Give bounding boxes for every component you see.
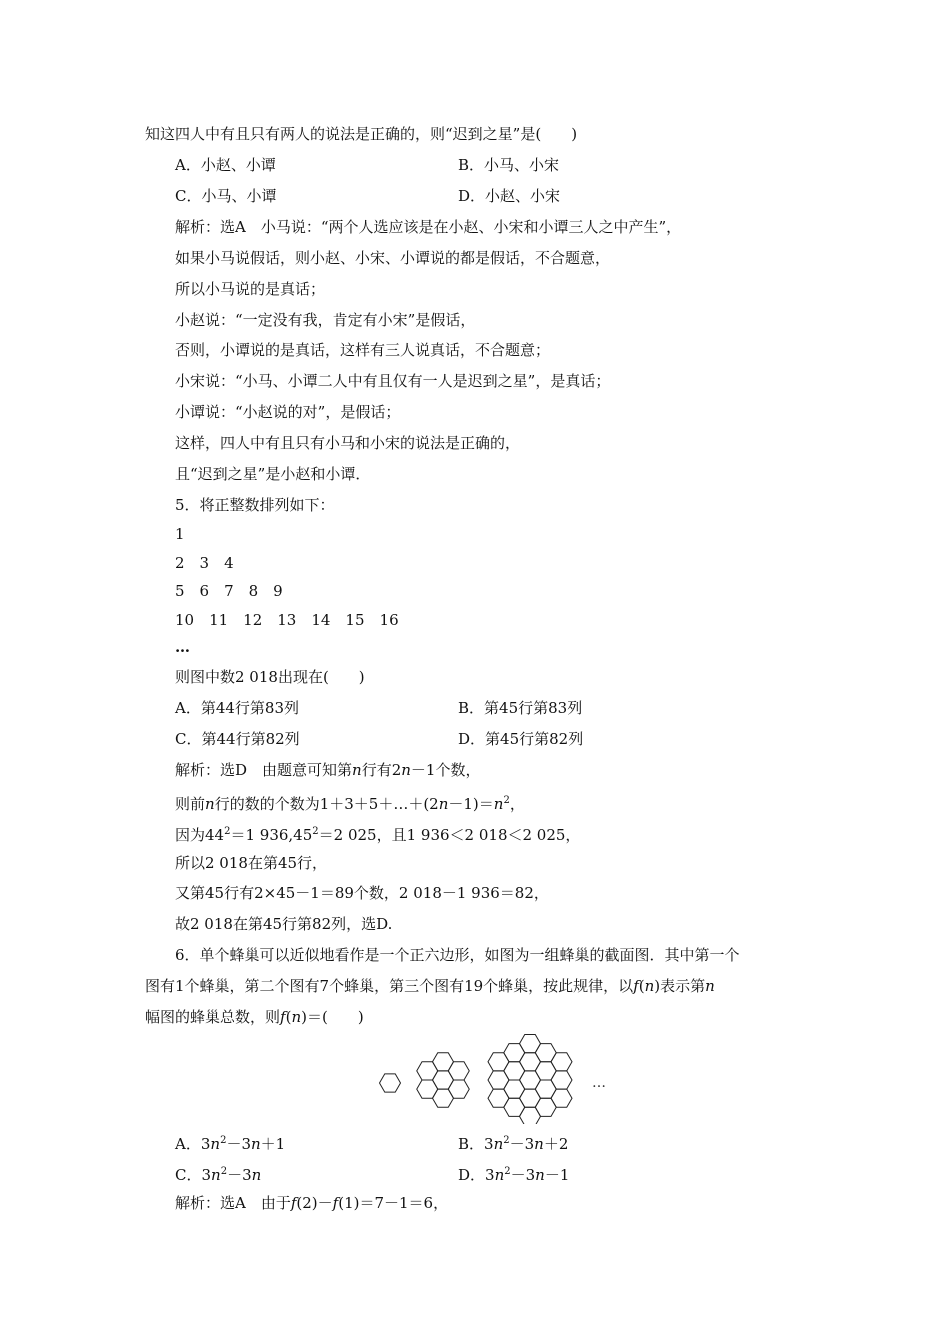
var-f: f <box>332 1194 339 1212</box>
var-n: n <box>534 1135 544 1153</box>
text: ＋2 <box>543 1135 569 1153</box>
var-n: n <box>250 1135 261 1153</box>
q5-analysis-line: 故2 018在第45行第82列，选D. <box>175 915 393 933</box>
q4-analysis-line: 解析：选A 小马说：“两个人选应该是在小赵、小宋和小谭三人之中产生”， <box>175 218 682 236</box>
q6-stem-line: 幅图的蜂巢总数，则f(n)＝( ) <box>145 1008 364 1026</box>
q4-option-c: C．小马、小谭 <box>175 187 277 205</box>
q4-option-a: A．小赵、小谭 <box>175 156 276 174</box>
exponent: 2 <box>503 1135 510 1146</box>
text: (2)－ <box>296 1194 333 1212</box>
var-f: f <box>290 1194 297 1212</box>
text: －1)＝ <box>448 795 494 813</box>
q5-stem: 5．将正整数排列如下： <box>175 496 335 514</box>
text: 表示第 <box>660 977 706 995</box>
text: 则前 <box>175 795 206 813</box>
text: C．3 <box>175 1166 212 1184</box>
var-n: n <box>644 977 655 995</box>
text: 解析：选A 由于 <box>175 1194 291 1212</box>
q4-analysis-line: 小赵说：“一定没有我，肯定有小宋”是假话， <box>175 311 476 329</box>
var-f: f <box>633 977 639 995</box>
q6-analysis-line <box>175 1193 448 1213</box>
q4-analysis-line: 小宋说：“小马、小谭二人中有且仅有一人是迟到之星”，是真话； <box>175 372 611 390</box>
q5-option-c: C．第44行第82列 <box>175 730 300 748</box>
text: D．3 <box>458 1166 495 1184</box>
exponent: 2 <box>220 1166 228 1177</box>
exponent: 2 <box>224 826 231 837</box>
var-n: n <box>705 977 715 995</box>
honeycomb-figure <box>370 1024 630 1124</box>
q4-stem-continuation: 知这四人中有且只有两人的说法是正确的，则“迟到之星”是( ) <box>145 125 578 143</box>
text: ， <box>509 795 525 813</box>
q6-stem-line: 6．单个蜂巢可以近似地看作是一个正六边形，如图为一组蜂巢的截面图．其中第一个 <box>175 946 740 964</box>
var-n: n <box>535 1166 545 1184</box>
honeycomb-cell <box>520 1107 541 1124</box>
q5-analysis-line: 所以2 018在第45行， <box>175 854 328 872</box>
text: A．3 <box>175 1135 211 1153</box>
exponent: 2 <box>220 1135 227 1146</box>
var-n: n <box>291 1008 302 1026</box>
text: 行的数的个数为1＋3＋5＋…＋(2 <box>214 795 439 813</box>
q4-analysis-line: 所以小马说的是真话； <box>175 280 326 298</box>
q6-stem-line: 图有1个蜂巢，第二个图有7个蜂巢，第三个图有19个蜂巢，按此规律，以f(n)表示第n <box>145 977 715 995</box>
q5-option-a: A．第44行第83列 <box>175 699 300 717</box>
text: 解析：选D 由题意可知第 <box>175 761 353 779</box>
text: 行有2 <box>361 761 402 779</box>
text: －3 <box>509 1135 535 1153</box>
honeycomb-cell <box>551 1071 572 1089</box>
honeycomb-cell <box>551 1053 572 1071</box>
honeycomb-cell <box>551 1089 572 1107</box>
q5-analysis-line <box>175 822 580 845</box>
text: 图有1个蜂巢，第二个图有7个蜂巢，第三个图有19个蜂巢，按此规律，以 <box>145 977 634 995</box>
q5-number-row: 10 11 12 13 14 15 16 <box>175 611 399 629</box>
var-n: n <box>210 1135 221 1153</box>
q4-option-d: D．小赵、小宋 <box>458 187 561 205</box>
var-n: n <box>205 795 215 813</box>
q5-question: 则图中数2 018出现在( ) <box>175 668 365 686</box>
text: －1个数， <box>410 761 481 779</box>
text: －3 <box>226 1135 251 1153</box>
figure-ellipsis: … <box>592 1075 606 1091</box>
q6-option-d <box>458 1162 569 1185</box>
var-n: n <box>211 1166 221 1184</box>
var-f: f <box>280 1008 286 1026</box>
exponent: 2 <box>312 826 319 837</box>
q4-option-b: B．小马、小宋 <box>458 156 560 174</box>
text: B．3 <box>458 1135 494 1153</box>
var-n: n <box>401 761 411 779</box>
q5-number-row-ellipsis: … <box>175 638 191 656</box>
var-n: n <box>493 795 504 813</box>
var-n: n <box>251 1166 262 1184</box>
text: －3 <box>510 1166 536 1184</box>
text: ＝( ) <box>306 1008 364 1026</box>
q4-analysis-line: 这样，四人中有且只有小马和小宋的说法是正确的， <box>175 434 521 452</box>
honeycomb-cell <box>448 1062 469 1080</box>
q4-analysis-line: 如果小马说假话，则小赵、小宋、小谭说的都是假话，不合题意， <box>175 249 611 267</box>
var-n: n <box>494 1166 505 1184</box>
honeycomb-cells <box>380 1035 573 1124</box>
honeycomb-cell <box>448 1080 469 1098</box>
q5-analysis-line <box>175 760 480 780</box>
q6-option-b <box>458 1131 568 1154</box>
text: ＝2 025，且1 936＜2 018＜2 025， <box>318 826 581 844</box>
exponent: 2 <box>504 1166 511 1177</box>
q5-option-d: D．第45行第82列 <box>458 730 584 748</box>
q5-analysis-line <box>175 791 525 814</box>
text: 因为44 <box>175 826 225 844</box>
text: (1)＝7－1＝6， <box>338 1194 449 1212</box>
honeycomb-cell <box>380 1074 401 1092</box>
exponent: 2 <box>503 795 510 806</box>
q4-analysis-line: 小谭说：“小赵说的对”，是假话； <box>175 403 401 421</box>
q6-option-a <box>175 1131 285 1154</box>
q5-number-row: 2 3 4 <box>175 554 234 572</box>
var-n: n <box>352 761 362 779</box>
q5-number-row: 5 6 7 8 9 <box>175 582 283 600</box>
text: ＋1 <box>260 1135 286 1153</box>
text: ＝1 936,45 <box>230 826 313 844</box>
var-n: n <box>438 795 449 813</box>
text: －1 <box>544 1166 570 1184</box>
q4-analysis-line: 且“迟到之星”是小赵和小谭． <box>175 465 371 483</box>
q6-option-c <box>175 1162 261 1185</box>
text: －3 <box>227 1166 252 1184</box>
q5-option-b: B．第45行第83列 <box>458 699 583 717</box>
text: 幅图的蜂巢总数，则 <box>145 1008 281 1026</box>
q5-analysis-line: 又第45行有2×45－1＝89个数，2 018－1 936＝82， <box>175 884 549 902</box>
q5-number-row: 1 <box>175 525 185 543</box>
q4-analysis-line: 否则，小谭说的是真话，这样有三人说真话，不合题意； <box>175 341 551 359</box>
var-n: n <box>493 1135 504 1153</box>
